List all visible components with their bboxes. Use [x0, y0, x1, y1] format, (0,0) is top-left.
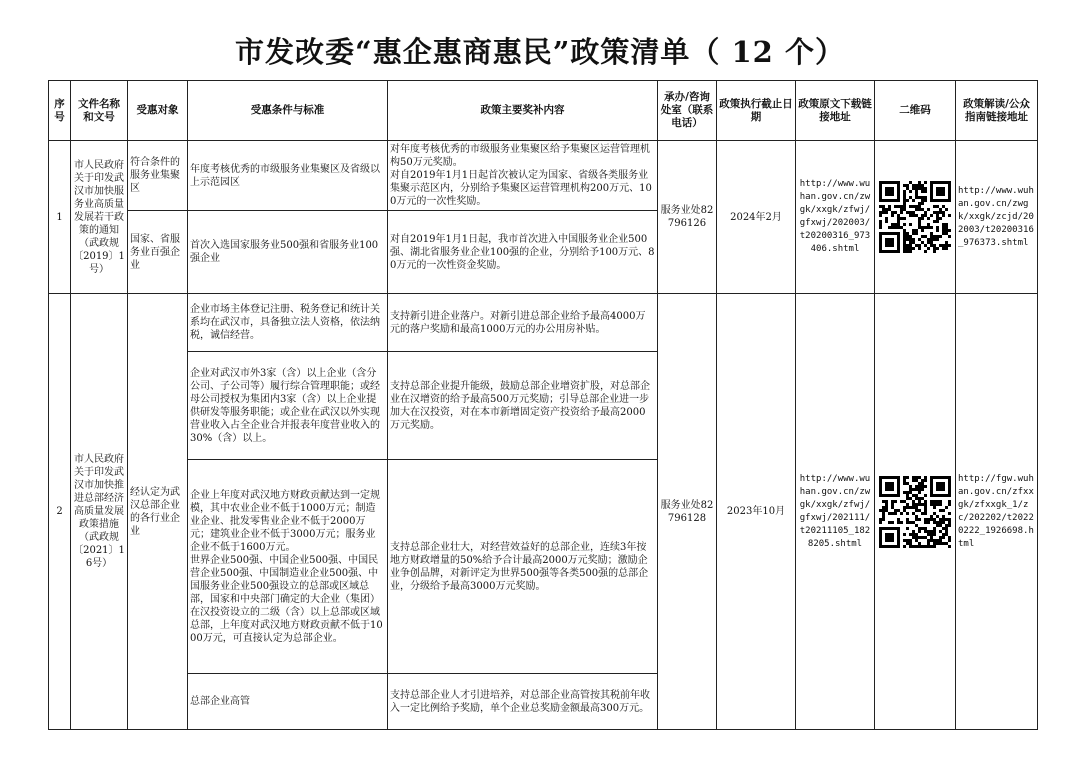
- office: 服务业处82796128: [658, 294, 717, 730]
- guide-link[interactable]: http://fgw.wuhan.gov.cn/zfxxgk/zfxxgk_1/zc/202202/t20220222_1926698.html: [956, 294, 1038, 730]
- table-row: [49, 141, 1038, 211]
- qr-code-icon: [879, 476, 951, 548]
- target: 符合条件的服务业集聚区: [128, 141, 188, 211]
- condition: 企业上年度对武汉地方财政贡献达到一定规模，其中农业企业不低于1000万元；制造业企业、批发零售业企业不低于2000万元；建筑业企业不低于3000万元；服务业企业不低于1600万元。 世界企业500强、中国企业500强、中国民营企业500强、中国制造业企业500强、中国服务业企业500强设立的总部或区域总部，国家和中央部门确定的大企业（集团）在汉投资设立的二级（含）以上总部或区域总部，上年度对武汉地方财政贡献不低于1000万元，可直接认定为总部企业。: [188, 460, 388, 674]
- condition: 总部企业高管: [188, 674, 388, 730]
- content: 支持总部企业提升能级，鼓励总部企业增资扩股，对总部企业在汉增资的给予最高500万元奖励；引导总部企业进一步加大在汉投资，对在本市新增固定资产投资给予最高2000万元奖励。: [388, 352, 658, 460]
- content: 支持总部企业壮大，对经营效益好的总部企业，连续3年按地方财政增量的50%给予合计最高2000万元奖励；激励企业争创品牌，对新评定为世界500强等各类500强的总部企业，分级给予最高3000万元奖励。: [388, 460, 658, 674]
- header-target: 受惠对象: [128, 81, 188, 141]
- target: 经认定为武汉总部企业的各行业企业: [128, 294, 188, 730]
- download-link[interactable]: http://www.wuhan.gov.cn/zwgk/xxgk/zfwj/gfxwj/202003/t20200316_973406.shtml: [796, 141, 875, 294]
- target: 国家、省服务业百强企业: [128, 211, 188, 294]
- condition: 年度考核优秀的市级服务业集聚区及省级以上示范园区: [188, 141, 388, 211]
- row-number: 1: [49, 141, 71, 294]
- download-link[interactable]: http://www.wuhan.gov.cn/zwgk/xxgk/zfwj/gfxwj/202111/t20211105_1828205.shtml: [796, 294, 875, 730]
- qr-cell: [875, 294, 956, 730]
- header-deadline: 政策执行截止日期: [717, 81, 796, 141]
- condition: 企业对武汉市外3家（含）以上企业（含分公司、子公司等）履行综合管理职能；或经母公司授权为集团内3家（含）以上企业提供研发等服务职能；或企业在武汉以外实现营业收入占全企业合并报表年度营业收入的30%（含）以上。: [188, 352, 388, 460]
- header-office: 承办/咨询处室（联系电话）: [658, 81, 717, 141]
- file-name: 市人民政府关于印发武汉市加快推进总部经济高质量发展政策措施（武政规〔2021〕16号）: [71, 294, 128, 730]
- table-row: [49, 294, 1038, 352]
- condition: 首次入选国家服务业500强和省服务业100强企业: [188, 211, 388, 294]
- header-content: 政策主要奖补内容: [388, 81, 658, 141]
- policy-table: [48, 80, 1038, 730]
- table-header-row: [49, 81, 1038, 141]
- header-guide: 政策解读/公众指南链接地址: [956, 81, 1038, 141]
- content: 对年度考核优秀的市级服务业集聚区给予集聚区运营管理机构50万元奖励。 对自2019年1月1日起首次被认定为国家、省级各类服务业集聚示范区内，分别给予集聚区运营管理机构200万元、100万元的一次性奖励。: [388, 141, 658, 211]
- row-number: 2: [49, 294, 71, 730]
- page-title: 市发改委“惠企惠商惠民”政策清单（ 12 个）: [235, 35, 845, 69]
- condition: 企业市场主体登记注册、税务登记和统计关系均在武汉市，具备独立法人资格，依法纳税，诚信经营。: [188, 294, 388, 352]
- header-link: 政策原文下载链接地址: [796, 81, 875, 141]
- content: 支持新引进企业落户。对新引进总部企业给予最高4000万元的落户奖励和最高1000万元的办公用房补贴。: [388, 294, 658, 352]
- content: 支持总部企业人才引进培养，对总部企业高管按其税前年收入一定比例给予奖励，单个企业总奖励金额最高300万元。: [388, 674, 658, 730]
- header-no: 序号: [49, 81, 71, 141]
- office: 服务业处82796126: [658, 141, 717, 294]
- header-file: 文件名称和文号: [71, 81, 128, 141]
- deadline: 2024年2月: [717, 141, 796, 294]
- file-name: 市人民政府关于印发武汉市加快服务业高质量发展若干政策的通知（武政规〔2019〕1号）: [71, 141, 128, 294]
- header-qr: 二维码: [875, 81, 956, 141]
- qr-code-icon: [879, 181, 951, 253]
- deadline: 2023年10月: [717, 294, 796, 730]
- guide-link[interactable]: http://www.wuhan.gov.cn/zwgk/xxgk/zcjd/202003/t20200316_976373.shtml: [956, 141, 1038, 294]
- header-condition: 受惠条件与标准: [188, 81, 388, 141]
- qr-cell: [875, 141, 956, 294]
- content: 对自2019年1月1日起，我市首次进入中国服务业企业500强、湖北省服务业企业100强的企业，分别给予100万元、80万元的一次性资金奖励。: [388, 211, 658, 294]
